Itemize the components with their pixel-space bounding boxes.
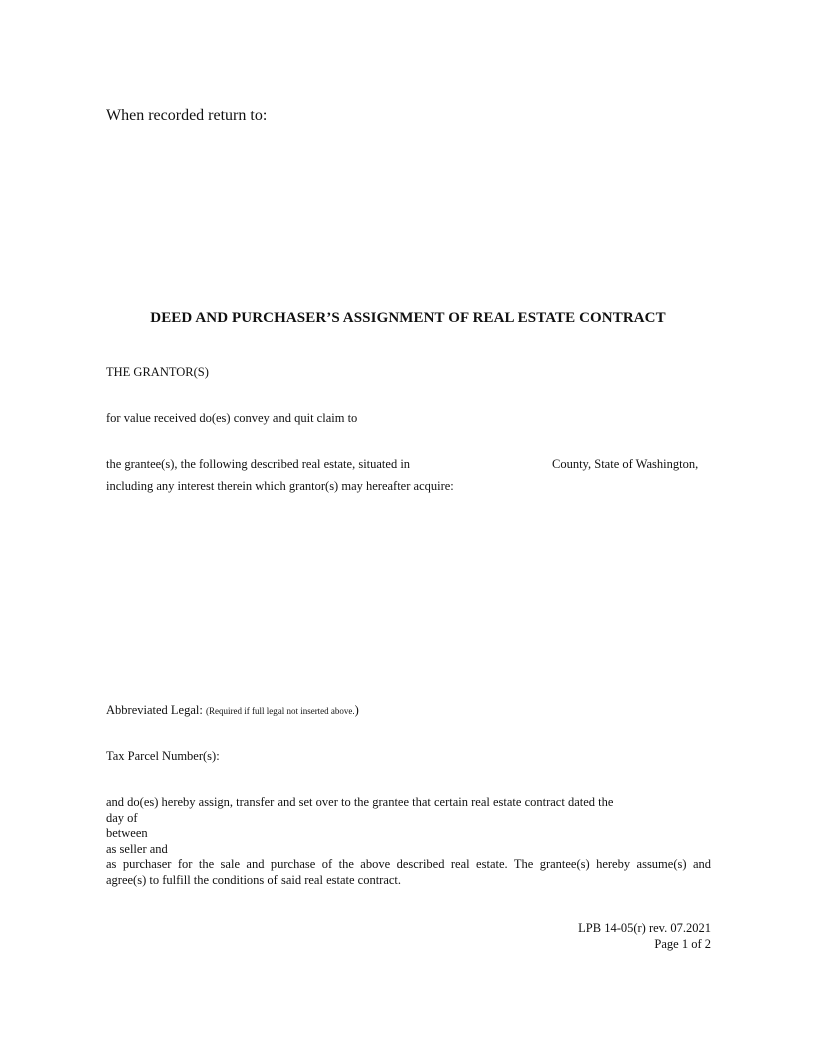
return-to-label: When recorded return to: bbox=[106, 107, 268, 124]
page-number: Page 1 of 2 bbox=[654, 936, 711, 951]
abbreviated-legal-label: Abbreviated Legal: bbox=[106, 703, 206, 717]
document-title: DEED AND PURCHASER’S ASSIGNMENT OF REAL ESTATE CONTRACT bbox=[150, 310, 666, 326]
assignment-line: between bbox=[106, 826, 148, 840]
page-footer bbox=[578, 921, 711, 952]
assignment-line: as seller and bbox=[106, 841, 168, 856]
assignment-line: day of bbox=[106, 810, 138, 825]
abbreviated-legal bbox=[106, 703, 359, 718]
abbreviated-legal-close: ) bbox=[354, 703, 359, 717]
grantor-label: THE GRANTOR(S) bbox=[106, 365, 209, 379]
county-clause: County, State of Washington, bbox=[552, 457, 699, 471]
convey-clause: for value received do(es) convey and quit claim to bbox=[106, 411, 358, 425]
assignment-line: and do(es) hereby assign, transfer and set over to the grantee that certain real estate contract dated the bbox=[106, 795, 614, 809]
assignment-paragraph bbox=[106, 795, 711, 888]
grantee-clause: the grantee(s), the following described real estate, situated in bbox=[106, 457, 411, 471]
interest-clause: including any interest therein which grantor(s) may hereafter acquire: bbox=[106, 479, 454, 493]
form-id: LPB 14-05(r) rev. 07.2021 bbox=[578, 921, 711, 935]
tax-parcel-label: Tax Parcel Number(s): bbox=[106, 749, 220, 763]
assignment-line: agree(s) to fulfill the conditions of said real estate contract. bbox=[106, 872, 402, 887]
assignment-line: as purchaser for the sale and purchase of the above described real estate. The grantee(s) hereby assume(s) and bbox=[106, 857, 711, 871]
abbreviated-legal-note: (Required if full legal not inserted above. bbox=[205, 706, 355, 716]
